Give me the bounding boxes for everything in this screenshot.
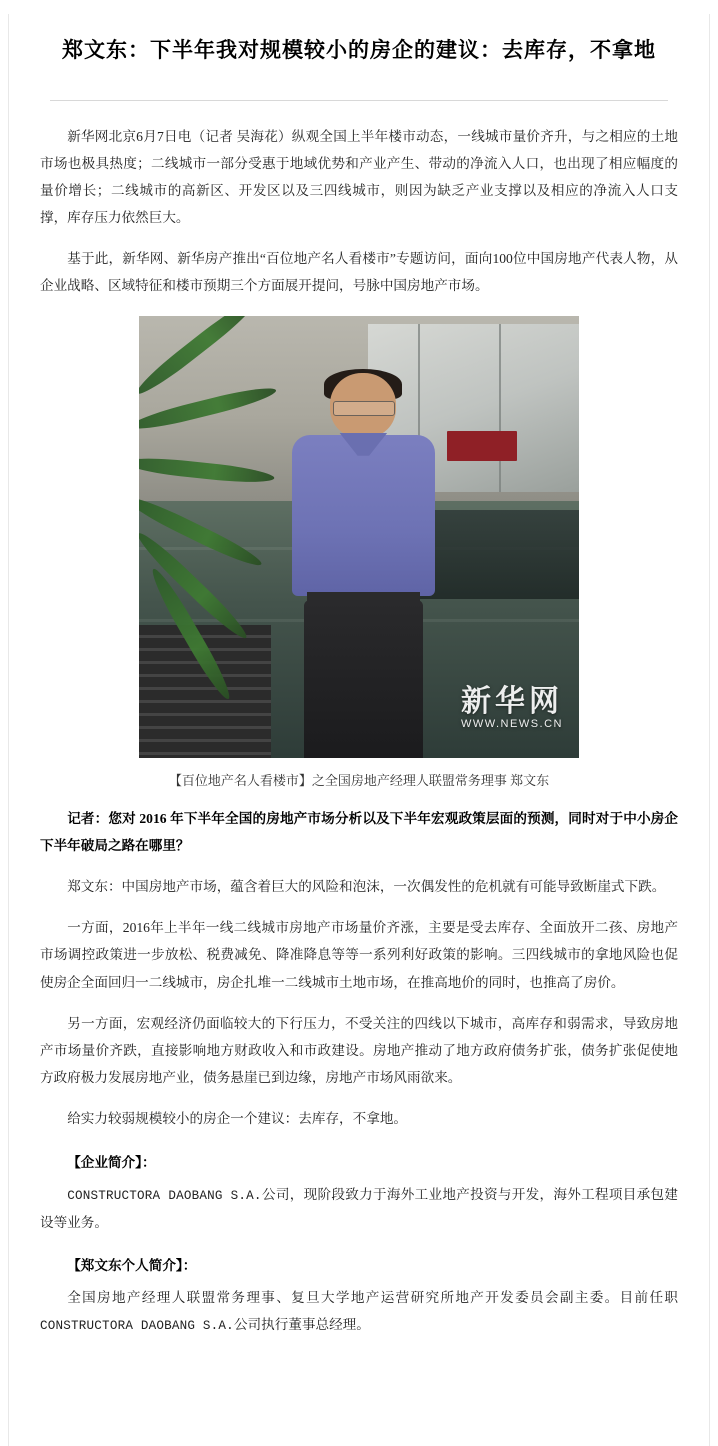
glasses-icon — [333, 401, 395, 416]
article-content — [0, 14, 718, 1339]
personal-profile-lead: 全国房地产经理人联盟常务理事、复旦大学地产运营研究所地产开发委员会副主委。目前任职 — [67, 1289, 678, 1305]
personal-profile-text — [40, 1284, 678, 1339]
photo-person — [289, 373, 439, 758]
personal-company-name-mono: CONSTRUCTORA DAOBANG S.A. — [40, 1319, 234, 1334]
article-photo — [139, 316, 579, 758]
page-title: 郑文东：下半年我对规模较小的房企的建议：去库存，不拿地 — [62, 38, 656, 63]
company-profile-text — [40, 1181, 678, 1236]
photo-sign — [447, 431, 517, 462]
interview-question: 记者：您对 2016 年下半年全国的房地产市场分析以及下半年宏观政策层面的预测，同时对于中小房企下半年破局之路在哪里？ — [40, 810, 678, 853]
intro-paragraph-1: 新华网北京6月7日电（记者 吴海花）纵观全国上半年楼市动态，一线城市量价齐升，与之相应的土地市场也极具热度；二线城市一部分受惠于地域优势和产业产生、带动的净流入人口，也出现了相应幅度的量价增长；二线城市的高新区、开发区以及三四线城市，则因为缺乏产业支撑以及相应的净流入人口支撑，库存压力依然巨大。 — [40, 128, 678, 226]
intro-paragraph-2: 基于此，新华网、新华房产推出“百位地产名人看楼市”专题访问，面向100位中国房地产代表人物，从企业战略、区域特征和楼市预期三个方面展开提问，号脉中国房地产市场。 — [40, 251, 678, 294]
company-name-mono: CONSTRUCTORA DAOBANG S.A. — [67, 1188, 262, 1203]
watermark-cn: 新华网 — [461, 685, 563, 719]
answer-paragraph-2: 一方面，2016年上半年一线二线城市房地产市场量价齐涨，主要是受去库存、全面放开二孩、房地产市场调控政策进一步放松、税费减免、降准降息等等一系列利好政策的影响。三四线城市的拿地风险也促使房企全面回归一二线城市，房企扎堆一二线城市土地市场，在推高地价的同时，也推高了房价。 — [40, 920, 678, 990]
answer-paragraph-1: 郑文东：中国房地产市场，蕴含着巨大的风险和泡沫，一次偶发性的危机就有可能导致断崖式下跌。 — [67, 879, 666, 895]
page-left-margin — [0, 14, 9, 1446]
page-right-margin — [709, 14, 718, 1446]
company-profile-rest: 公司，现阶段致力于海外工业地产投资与开发，海外工程项目承包建设等业务。 — [40, 1186, 679, 1230]
photo-watermark — [461, 686, 563, 730]
answer-paragraph-3: 另一方面，宏观经济仍面临较大的下行压力，不受关注的四线以下城市，高库存和弱需求，导致房地产市场量价齐跌，直接影响地方财政收入和市政建设。房地产推动了地方政府债务扩张，债务扩张促使地方政府极力发展房地产业，债务悬崖已到边缘，房地产市场风雨欲来。 — [40, 1015, 678, 1086]
person-trousers — [304, 600, 424, 758]
article-figure — [40, 316, 678, 789]
watermark-en: WWW.NEWS.CN — [460, 717, 563, 730]
palm-frond — [139, 382, 277, 434]
article-page — [0, 14, 718, 1446]
personal-profile-rest: 公司执行董事总经理。 — [233, 1317, 370, 1333]
title-divider — [50, 100, 668, 101]
person-shirt — [292, 435, 436, 597]
answer-paragraph-4: 给实力较弱规模较小的房企一个建议：去库存，不拿地。 — [67, 1111, 408, 1127]
palm-frond — [139, 454, 276, 486]
figure-caption: 【百位地产名人看楼市】之全国房地产经理人联盟常务理事 郑文东 — [168, 772, 550, 788]
company-profile-heading: 【企业简介】： — [67, 1154, 156, 1170]
personal-profile-heading: 【郑文东个人简介】： — [67, 1257, 197, 1273]
